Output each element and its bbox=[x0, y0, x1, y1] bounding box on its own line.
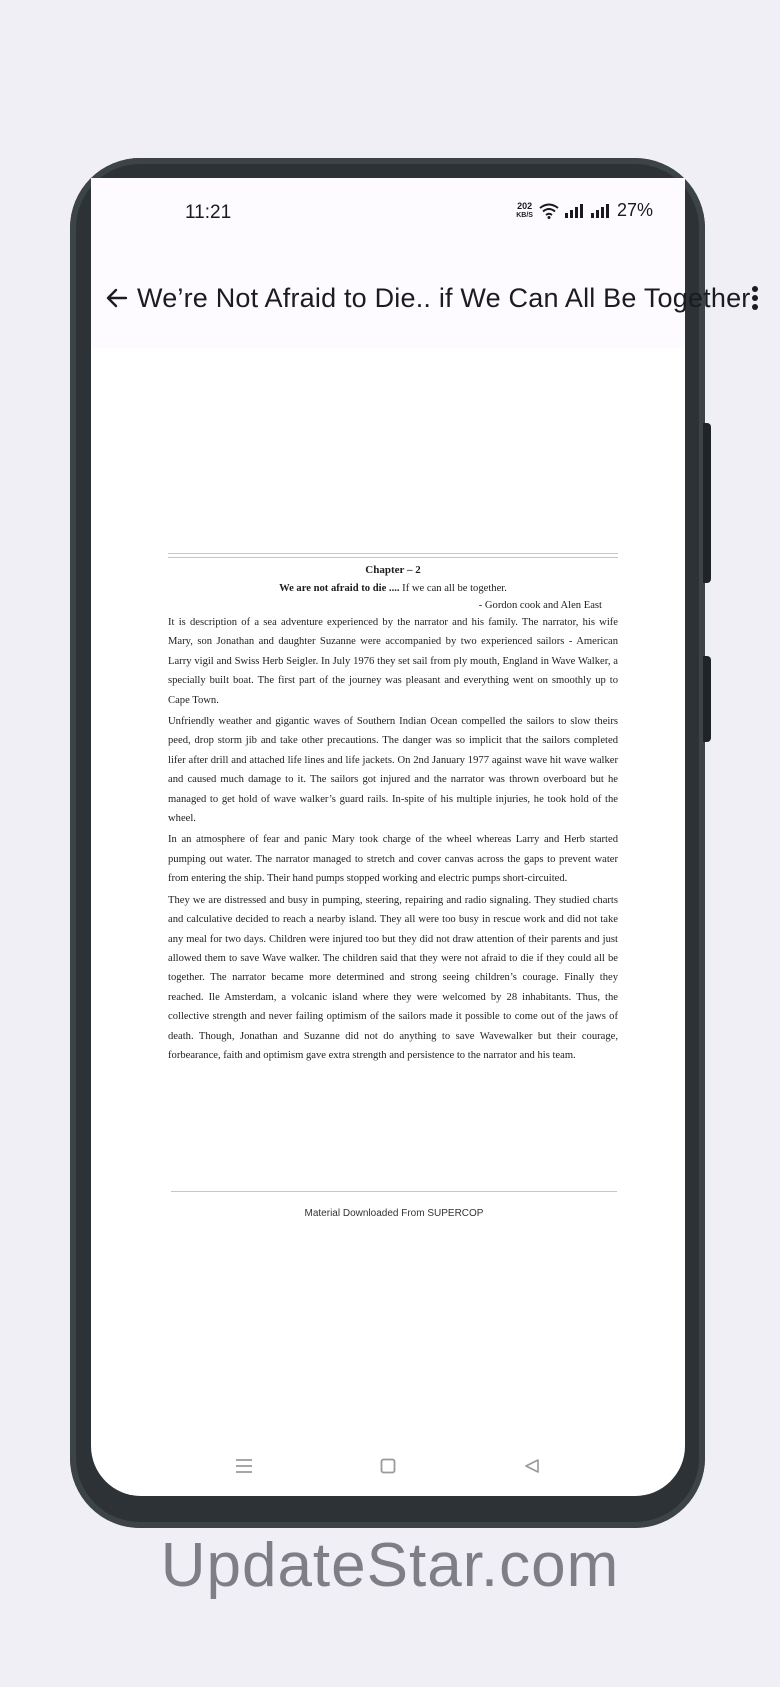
signal-icon-2 bbox=[591, 204, 611, 218]
chapter-heading: Chapter – 2 bbox=[365, 564, 421, 576]
phone-screen bbox=[91, 178, 751, 1496]
page-footer: Material Downloaded From SUPERCOP bbox=[304, 1208, 484, 1219]
home-button[interactable] bbox=[376, 1454, 400, 1478]
paragraph: In an atmosphere of fear and panic Mary took charge of the wheel whereas Larry and Herb started pumping out water. The narrator managed to stretch and cover canvas across the gaps to prevent water from entering the ship. Their hand pumps stopped working and electric pumps short-circuited. bbox=[168, 834, 618, 885]
power-button bbox=[703, 656, 711, 742]
watermark: UpdateStar.com bbox=[160, 1531, 620, 1600]
document-title: We’re Not Afraid to Die.. if We Can All Be Together bbox=[137, 282, 751, 313]
paragraph: Unfriendly weather and gigantic waves of Southern Indian Ocean compelled the sailors to slow theirs peed, drop storm jib and take other precautions. The danger was so implicit that the sailors completed lifer after drill and attached life lines and life jackets. On 2nd January 1977 against wave hit wave walker and caused much damage to it. The sailors got injured and the narrator was thrown overboard but he managed to get hold of wave walker’s guard rails. In-spite of his multiple injuries, he took hold of the wheel. bbox=[168, 716, 618, 825]
paragraph: They we are distressed and busy in pumping, steering, repairing and radio signaling. They studied charts and calculative decided to reach a nearby island. They all were too busy in rescue work and did not take any meal for two days. Children were injured too but they did not draw attention of their parents and just allowed them to save Wave walker. The children said that they were not afraid to die if they could all be together. The narrator became more determined and strong seeing children’s courage. Finally they reached. Ile Amsterdam, a volcanic island where they were welcomed by 28 inhabitants. Thus, the collective strength and never failing optimism of the sailors made it possible to come out of the jaws of death. Though, Jonathan and Suzanne did not do anything to save Wavewalker but their courage, forbearance, faith and optimism gave extra strength and persistence to the narrator and his team. bbox=[168, 894, 618, 1061]
network-speed: 202 KB/S bbox=[516, 200, 533, 219]
header-rule bbox=[168, 553, 618, 558]
app-bar bbox=[91, 248, 751, 348]
more-vert-icon bbox=[751, 285, 759, 311]
pdf-page bbox=[168, 553, 618, 1065]
paragraph: It is description of a sea adventure experienced by the narrator and his family. The narrator, his wife Mary, son Jonathan and daughter Suzanne were accompanied by two experienced sailors - American Larry vigil and Swiss Herb Seigler. In July 1976 they set sail from ply mouth, England in Wave Walker, a specially built boat. The first part of the journey was pleasant and everything went on smoothly up to Cape Town. bbox=[168, 617, 618, 706]
signal-icon bbox=[565, 204, 585, 218]
recents-button[interactable] bbox=[232, 1454, 256, 1478]
status-time: 11:21 bbox=[185, 202, 232, 223]
back-button[interactable] bbox=[105, 272, 129, 324]
square-icon bbox=[380, 1458, 396, 1474]
back-nav-button[interactable] bbox=[520, 1454, 544, 1478]
volume-button bbox=[703, 423, 711, 583]
triangle-back-icon bbox=[524, 1458, 540, 1474]
status-icons bbox=[516, 200, 653, 221]
battery-level: 27% bbox=[616, 200, 653, 220]
status-bar bbox=[91, 178, 685, 248]
wifi-icon bbox=[539, 203, 559, 219]
back-arrow-icon bbox=[105, 286, 129, 310]
more-options-button[interactable] bbox=[751, 272, 759, 324]
chapter-subtitle: We are not afraid to die .... If we can all be together. bbox=[279, 583, 507, 594]
system-nav-bar bbox=[91, 1436, 685, 1496]
footer-rule bbox=[171, 1191, 617, 1192]
author-line: - Gordon cook and Alen East bbox=[478, 600, 602, 611]
menu-icon bbox=[235, 1458, 253, 1474]
